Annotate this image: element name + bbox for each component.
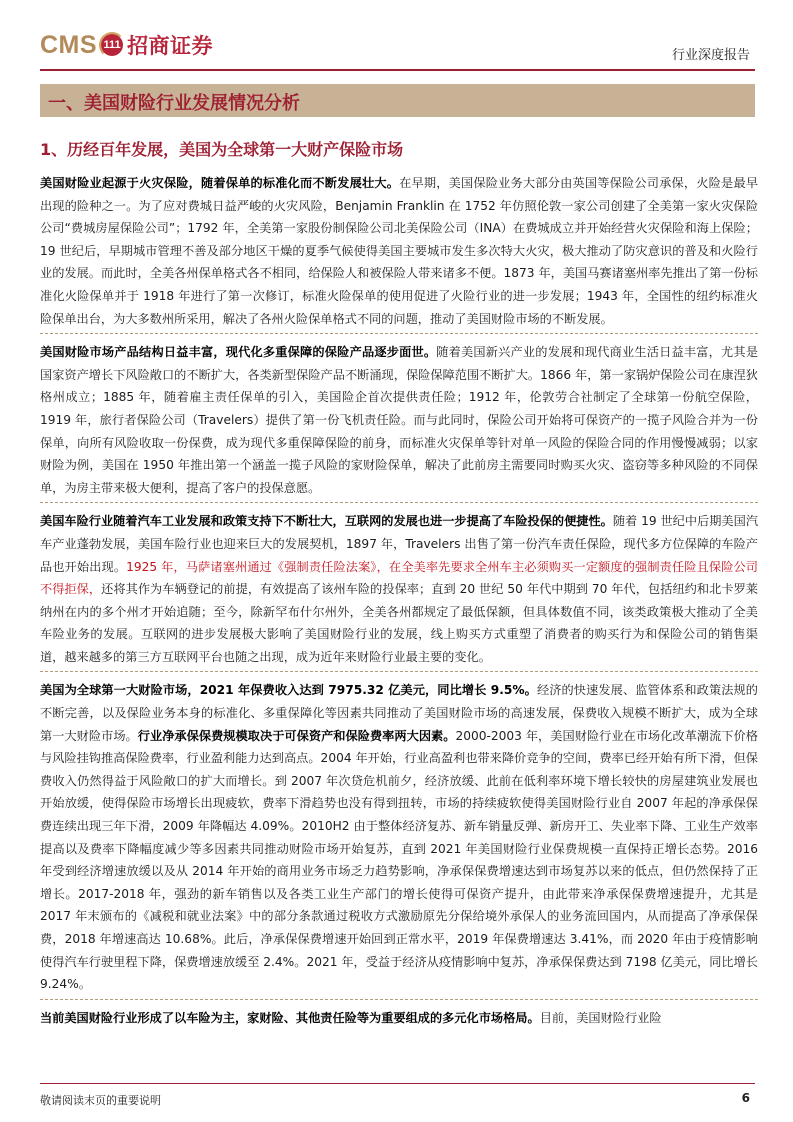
paragraph-lead: 美国财险市场产品结构日益丰富，现代化多重保障的保险产品逐步面世。 (40, 345, 437, 360)
paragraph-body: 2000-2003 年，美国财险行业在市场化改革潮流下价格与风险挂钩推高保险费率，行业盈利能力达到高点。2004 年开始，行业高盈利也带来降价竞争的空间，费率已经开始有所下滑，但保费收入仍然得益于风险敞口的扩大而增长。到 2007 年次贷危机前夕，经济放缓、此前在低利率环境下增长较快的房屋建筑业发展也开始放缓，使得保险市场增长出现疲软，费率下滑趋势也没有得到扭转，市场的持续疲软使得美国财险行业自 2007 年起的净承保保费连续出现三年下滑，2009 年降幅达 4.09%。2010H2 由于整体经济复苏、新车销量反弹、新房开工、失业率下降、工业生产效率提高以及费率下降幅度减少等多因素共同推动财险市场开始复苏，直到 2021 年美国财险行业保费规模一直保持正增长态势。2016 年受到经济增速放缓以及从 2014 年开始的商用业务市场乏力趋势影响，净承保保费增速达到市场复苏以来的低点，但仍然保持了正增长。2017-2018 年，强劲的新车销售以及各类工业生产部门的增长使得可保资产提升，由此带来净承保保费增速提升，尤其是 2017 年末颁布的《减税和就业法案》中的部分条款通过税收方式激励原先分保给境外承保人的业务流回国内，从而提高了净承保保费，2018 年增速高达 10.68%。此后，净承保保费增速开始回到正常水平，2019 年保费增速达 3.41%，而 2020 年由于疫情影响使得汽车行驶里程下降，保费增速放缓至 2.4%。2021 年，受益于经济从疫情影响中复苏，净承保保费达到 7198 亿美元，同比增长 9.24%。 (40, 728, 758, 992)
section-heading: 一、美国财险行业发展情况分析 (48, 93, 300, 114)
paragraph-auto-insurance (40, 510, 758, 668)
paragraph-market-structure (40, 1007, 758, 1030)
disclaimer-note: 敬请阅读末页的重要说明 (40, 1094, 161, 1107)
paragraph-lead: 美国为全球第一大财险市场，2021 年保费收入达到 7975.32 亿美元，同比增长 9.5%。 (40, 683, 537, 698)
paragraph-divider (40, 502, 758, 504)
report-body (40, 172, 758, 1029)
paragraph-body: 经济的快速发展、监管体系和政策法规的不断完善，以及保险业务本身的标准化、多重保障化等因素共同推动了美国财险市场的高速发展，保费收入规模不断扩大，成为全球第一大财险市场。 (40, 683, 758, 743)
logo-mark-icon: 111 (101, 34, 123, 56)
paragraph-bold-statement: 行业净承保保费规模取决于可保资产和保险费率两大因素。 (137, 728, 456, 743)
header-divider (40, 69, 755, 71)
paragraph-body: 在早期，美国保险业务大部分由英国等保险公司承保，火险是最早出现的险种之一。为了应对费城日益严峻的火灾风险，Benjamin Franklin 在 1752 年仿照伦敦一家公司创建了全美第一家火灾保险公司“费城房屋保险公司”；1792 年，全美第一家股份制保险公司北美保险公司（INA）在费城成立并开始经营火灾保险和海上保险；19 世纪后，早期城市管理不善及部分地区干燥的夏季气候使得美国主要城市发生多次特大火灾，极大推动了防灾意识的普及和火险行业的发展。而此时，全美各州保单格式各不相同，给保险人和被保险人带来诸多不便。1873 年，美国马赛诸塞州率先推出了第一份标准化火险保单并于 1918 年进行了第一次修订，标准火险保单的使用促进了火险行业的进一步发展；1943 年，全国性的纽约标准火险保单出台，为大多数州所采用，解决了各州火险保单格式不同的问题，推动了美国财险市场的不断发展。 (40, 176, 759, 326)
paragraph-product-structure (40, 341, 758, 499)
logo-cn-text: 招商证券 (127, 34, 214, 58)
report-type-label: 行业深度报告 (671, 48, 750, 63)
paragraph-fire-insurance (40, 172, 758, 330)
section-heading-bar (40, 84, 755, 117)
paragraph-divider (40, 333, 758, 335)
paragraph-body: 目前，美国财险行业险 (539, 1010, 662, 1025)
paragraph-lead: 当前美国财险行业形成了以车险为主，家财险、其他责任险等为重要组成的多元化市场格局。 (40, 1010, 540, 1025)
paragraph-lead: 美国车险行业随着汽车工业发展和政策支持下不断壮大，互联网的发展也进一步提高了车险投保的便捷性。 (40, 514, 613, 529)
footer-divider (40, 1083, 755, 1084)
highlighted-text: 1925 年，马萨诸塞州通过《强制责任险法案》，在全美率先要求全州车主必须购买一定额度的强制责任险且保险公司不得拒保， (40, 559, 758, 597)
paragraph-body: 随着 19 世纪中后期美国汽车产业蓬勃发展，美国车险行业也迎来巨大的发展契机，1897 年，Travelers 出售了第一份汽车责任保险，现代多方位保障的车险产品也开始出现。 (40, 514, 759, 574)
paragraph-lead: 美国财险业起源于火灾保险，随着保单的标准化而不断发展壮大。 (40, 176, 400, 190)
paragraph-body: 还将其作为车辆登记的前提，有效提高了该州车险的投保率；直到 20 世纪 50 年代中期到 70 年代，包括纽约和北卡罗莱纳州在内的多个州才开始追随；至今，除新罕布什尔州外，全美各州都规定了最低保额，但具体数值不同，该类政策极大推动了全美车险业务的发展。互联网的进步发展极大影响了美国财险行业的发展，线上购买方式重塑了消费者的购买行为和保险公司的销售渠道，越来越多的第三方互联网平台也随之出现，成为近年来财险行业最主要的变化。 (40, 582, 758, 664)
paragraph-divider (40, 999, 758, 1001)
page-header (0, 0, 793, 70)
logo-latin-text: CMS (40, 30, 98, 59)
paragraph-divider (40, 671, 758, 673)
paragraph-market-size (40, 679, 758, 995)
subsection-heading: 1、历经百年发展，美国为全球第一大财产保险市场 (40, 140, 404, 159)
page-number: 6 (741, 1091, 750, 1105)
cms-logo (40, 30, 213, 60)
paragraph-body: 随着美国新兴产业的发展和现代商业生活日益丰富，尤其是国家资产增长下风险敞口的不断扩大，各类新型保险产品不断涌现，保险保障范围不断扩大。1866 年，第一家锅炉保险公司在康涅狄格州成立；1885 年，随着雇主责任保单的引入，美国险企首次提供责任险；1912 年，伦敦劳合社制定了全球第一份航空保险，1919 年，旅行者保险公司（Travelers）提供了第一份飞机责任险。而与此同时，保险公司开始将可保资产的一揽子风险合并为一份保单，向所有风险收取一份保费，成为现代多重保障保险的前身，而标准火灾保单等针对单一风险的保险合同的作用慢慢减弱；以家财险为例，美国在 1950 年推出第一个涵盖一揽子风险的家财险保单，解决了此前房主需要同时购买火灾、盗窃等多种风险的不同保单，为房主带来极大便利，提高了客户的投保意愿。 (40, 345, 759, 495)
